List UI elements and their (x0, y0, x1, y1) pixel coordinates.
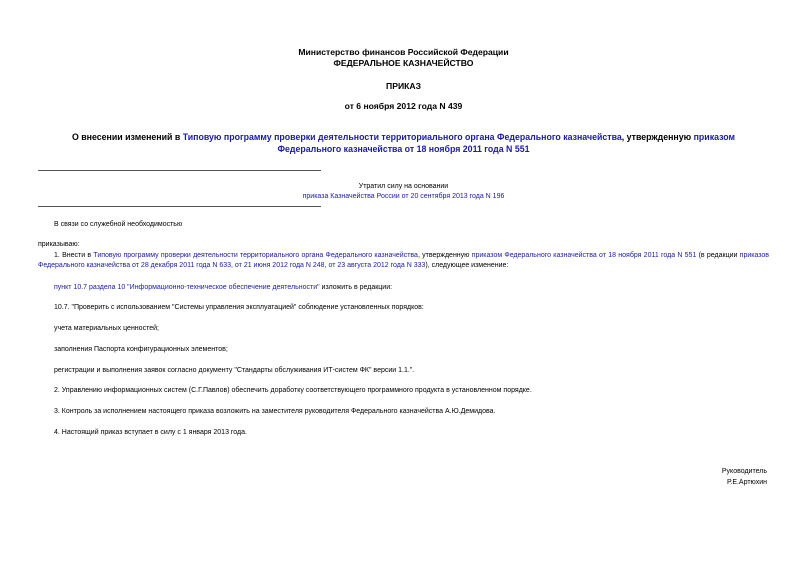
doc-type-heading: ПРИКАЗ (386, 81, 421, 91)
title-link-program[interactable]: Типовую программу проверки деятельности территориального органа Федерального казначейства (182, 132, 622, 142)
item-1-prefix: 1. Внести в (54, 252, 94, 259)
item-2-paragraph: 2. Управлению информационных систем (С.Г.Павлов) обеспечить доработку соответствующего программного продукта в установленном порядке. (54, 387, 532, 394)
doc-title (0, 131, 807, 143)
item-1-link-amendments[interactable]: приказов Федерального казначейства от 28 декабря 2011 года N 633, от 21 июня 2012 года N 248, от 23 августа 2012 года N 333 (38, 252, 770, 269)
divider-bottom (38, 206, 321, 207)
ministry-heading: Министерство финансов Российской Федерации (298, 47, 509, 57)
title-middle: , утвержденную (621, 132, 694, 142)
divider-top (38, 170, 321, 171)
title-link-order-details[interactable]: Федерального казначейства от 18 ноября 2011 года N 551 (277, 144, 530, 154)
order-word: приказываю: (38, 241, 80, 248)
item-3-paragraph: 3. Контроль за исполнением настоящего приказа возложить на заместителя руководителя Федерального казначейства А.Ю.Демидова. (54, 408, 496, 415)
signature-name: Р.Е.Артюхин (727, 479, 767, 486)
point-ref-paragraph (54, 283, 392, 292)
point-ref-link[interactable]: пункт 10.7 раздела 10 "Информационно-техническое обеспечение деятельности" (54, 284, 320, 291)
subitem-1: учета материальных ценностей; (54, 325, 159, 332)
item-1-suffix: ), следующее изменение: (425, 262, 509, 269)
signature-position: Руководитель (721, 468, 767, 475)
agency-heading: ФЕДЕРАЛЬНОЕ КАЗНАЧЕЙСТВО (333, 58, 474, 68)
item-1-paragraph (38, 251, 769, 271)
point-ref-suffix: изложить в редакции: (319, 284, 393, 291)
item-1-link-program[interactable]: Типовую программу проверки деятельности территориального органа Федерального казначейства (93, 252, 418, 259)
notice-link[interactable]: приказа Казначейства России от 20 сентября 2013 года N 196 (302, 193, 505, 200)
title-prefix: О внесении изменений в (71, 132, 183, 142)
item-1-link-order[interactable]: приказом Федерального казначейства от 18 ноября 2011 года N 551 (471, 252, 697, 259)
item-4-paragraph: 4. Настоящий приказ вступает в силу с 1 января 2013 года. (54, 429, 247, 436)
item-1-mid1: , утвержденную (417, 252, 472, 259)
doc-date: от 6 ноября 2012 года N 439 (344, 101, 463, 111)
subitem-2: заполнения Паспорта конфигурационных элементов; (54, 346, 228, 353)
title-link-order[interactable]: приказом (693, 132, 736, 142)
subitem-3: регистрации и выполнения заявок согласно документу "Стандарты обслуживания ИТ-систем ФК" версии 1.1.". (54, 367, 415, 374)
notice-text: Утратил силу на основании (358, 183, 449, 190)
item-1-mid2: (в редакции (696, 252, 740, 259)
paragraph-10-7: 10.7. "Проверить с использованием "Системы управления эксплуатацией" соблюдение установленных порядков: (54, 304, 424, 311)
intro-paragraph: В связи со служебной необходимостью (54, 221, 183, 228)
